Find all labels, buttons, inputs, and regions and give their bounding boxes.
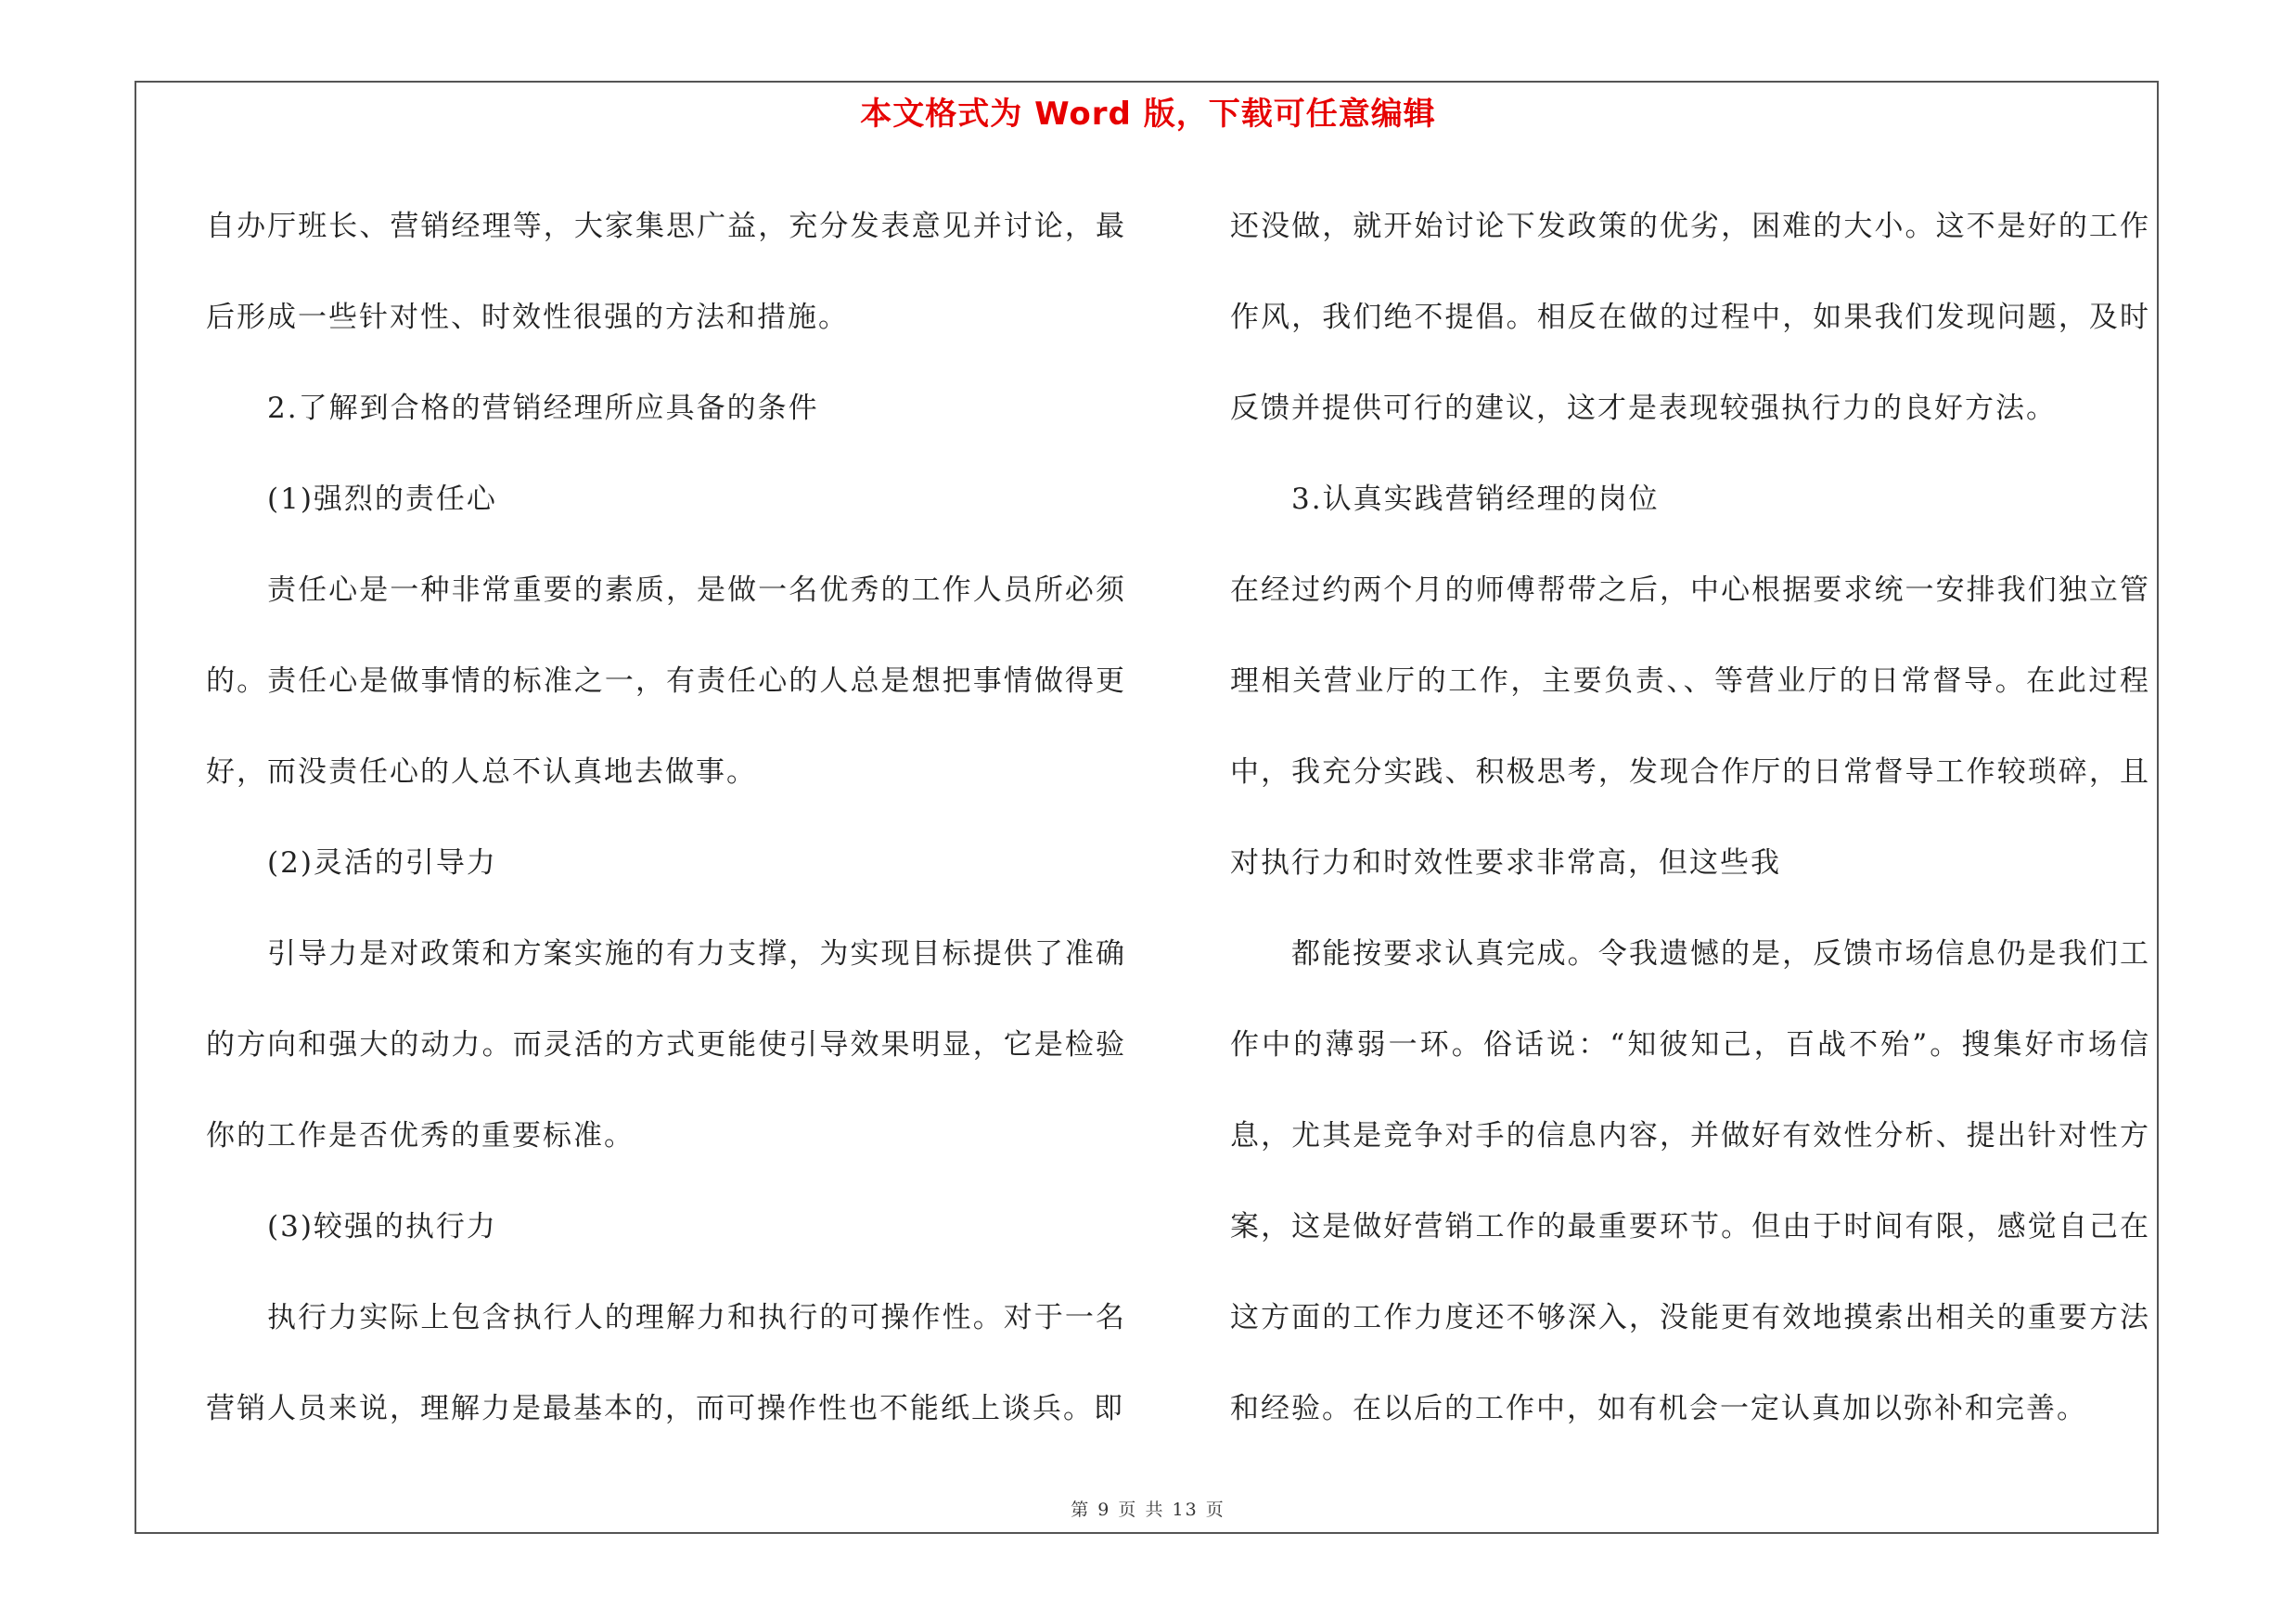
body-paragraph: 3.认真实践营销经理的岗位 bbox=[1291, 483, 1660, 516]
body-paragraph: 都能按要求认真完成。令我遗憾的是，反馈市场信息仍是我们工作中的薄弱一环。俗话说：“知彼知己，百战不殆”。搜集好市场信息，尤其是竞争对手的信息内容，并做好有效性分析、提出针对性方案，这是做好营销工作的最重要环节。但由于时间有限，感觉自己在这方面的工作力度还不够深入，没能更有效地摸索出相关的重要方法和经验。在以后的工作中，如有机会一定认真加以弥补和完善。 bbox=[1230, 937, 2150, 1425]
body-paragraph: 还没做，就开始讨论下发政策的优劣，困难的大小。这不是好的工作作风，我们绝不提倡。相反在做的过程中，如果我们发现问题，及时反馈并提供可行的建议，这才是表现较强执行力的良好方法。 bbox=[1230, 210, 2150, 425]
body-paragraph: 引导力是对政策和方案实施的有力支撑，为实现目标提供了准确的方向和强大的动力。而灵活的方式更能使引导效果明显，它是检验你的工作是否优秀的重要标准。 bbox=[206, 937, 1126, 1153]
body-paragraph: 责任心是一种非常重要的素质，是做一名优秀的工作人员所必须的。责任心是做事情的标准之一，有责任心的人总是想把事情做得更好，而没责任心的人总不认真地去做事。 bbox=[206, 573, 1126, 789]
body-paragraph: 在经过约两个月的师傅帮带之后，中心根据要求统一安排我们独立管理相关营业厅的工作，主要负责、、等营业厅的日常督导。在此过程中，我充分实践、积极思考，发现合作厅的日常督导工作较琐碎，且对执行力和时效性要求非常高，但这些我 bbox=[1230, 573, 2150, 880]
right-text-column bbox=[1230, 181, 2150, 1434]
editable-notice-banner: 本文格式为 Word 版，下载可任意编辑 bbox=[860, 96, 1436, 133]
body-paragraph: 2.了解到合格的营销经理所应具备的条件 bbox=[267, 392, 819, 425]
body-paragraph: (3)较强的执行力 bbox=[267, 1210, 497, 1243]
body-paragraph: 自办厅班长、营销经理等，大家集思广益，充分发表意见并讨论，最后形成一些针对性、时效性很强的方法和措施。 bbox=[206, 210, 1126, 334]
body-paragraph: (1)强烈的责任心 bbox=[267, 483, 497, 516]
left-text-column bbox=[206, 181, 1126, 1434]
body-paragraph: (2)灵活的引导力 bbox=[267, 846, 497, 880]
body-paragraph: 执行力实际上包含执行人的理解力和执行的可操作性。对于一名营销人员来说，理解力是最基本的，而可操作性也不能纸上谈兵。即 bbox=[206, 1301, 1126, 1425]
page-number: 第 9 页 共 13 页 bbox=[1071, 1500, 1225, 1520]
